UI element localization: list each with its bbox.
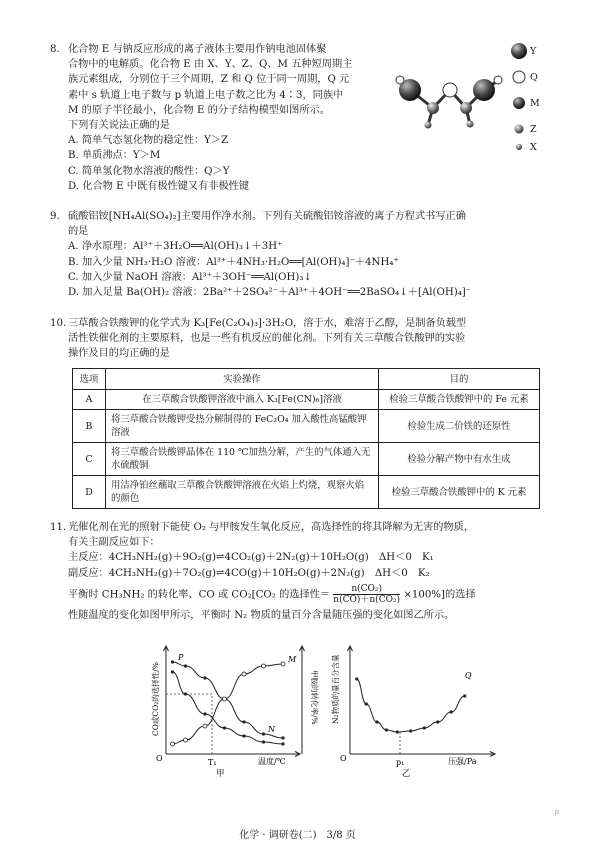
chart-axes bbox=[348, 646, 496, 757]
series-line-M bbox=[173, 664, 284, 744]
question-text: 化合物 E 与钠反应形成的离子液体主要用作钠电池固体聚 bbox=[68, 44, 327, 55]
option-d: D. 化合物 E 中既有极性键又有非极性键 bbox=[68, 180, 250, 192]
legend-item bbox=[510, 42, 537, 60]
table-row bbox=[73, 476, 540, 509]
page-footer: 化学 · 调研卷(二) 3/8 页 bbox=[239, 830, 356, 841]
atom-q bbox=[396, 76, 404, 84]
question-text: 硫酸铝铵[NH₄Al(SO₄)₂]主要用作净水剂。下列有关硫酸铝铵溶液的离子方程式书写正确 bbox=[68, 211, 466, 222]
legend-label: M bbox=[530, 97, 540, 109]
question-text: 有关主副反应如下： bbox=[68, 537, 160, 549]
legend-swatch-m bbox=[510, 94, 528, 112]
legend-label: Z bbox=[530, 123, 537, 135]
y-axis-label-left: CO或CO₂的选择性/% bbox=[151, 662, 160, 736]
legend-label: X bbox=[530, 141, 537, 153]
chart-title: 甲 bbox=[216, 769, 225, 778]
data-point bbox=[396, 730, 399, 733]
data-point bbox=[223, 726, 226, 729]
question-number: 11. bbox=[50, 522, 67, 533]
fraction-denominator: n(CO)＋n(CO₂) bbox=[333, 594, 401, 605]
fraction-numerator: n(CO₂) bbox=[333, 584, 400, 595]
series-line-N bbox=[173, 672, 284, 744]
y-axis-label: N₂物质的量百分含量 bbox=[331, 654, 340, 724]
atom-x bbox=[425, 122, 432, 129]
side-reaction: 副反应：4CH₃NH₂(g)＋7O₂(g)⇌4CO(g)＋10H₂O(g)＋2N₂(g) ΔH＜0 K₂ bbox=[68, 567, 430, 579]
question-text: 操作及目的均正确的是 bbox=[68, 348, 170, 360]
question-text: 族元素组成，分别位于三个周期，Z 和 Q 位于同一周期，Q 元 bbox=[68, 74, 350, 86]
table-cell: 检验三草酸合铁酸钾中的 K 元素 bbox=[379, 476, 540, 509]
table-cell: 检验分解产物中有水生成 bbox=[379, 443, 540, 476]
corner-mark: ρ bbox=[554, 808, 559, 816]
experiment-table bbox=[72, 368, 540, 509]
option-c: C. 简单氢化物水溶液的酸性：Q＞Y bbox=[68, 165, 230, 177]
main-reaction: 主反应：4CH₃NH₂(g)＋9O₂(g)⇌4CO₂(g)＋2N₂(g)＋10H₂O(g) ΔH＜0 K₁ bbox=[68, 552, 434, 564]
x-axis-label: 压强/Pa bbox=[448, 757, 477, 766]
question-text: 三草酸合铁酸钾的化学式为 K₃[Fe(C₂O₄)₃]·3H₂O，溶于水，难溶于乙醇，是制备负载型 bbox=[68, 318, 467, 329]
chart-jia bbox=[150, 640, 325, 778]
atom-q bbox=[443, 83, 457, 97]
molecule-legend bbox=[510, 38, 580, 158]
legend-item bbox=[510, 138, 537, 156]
question-text: 性随温度的变化如图甲所示，平衡时 N₂ 物质的量百分含量随压强的变化如图乙所示。 bbox=[68, 609, 455, 621]
table-cell: 用洁净铂丝蘸取三草酸合铁酸钾溶液在火焰上灼烧，观察火焰的颜色 bbox=[106, 476, 379, 509]
legend-label: Q bbox=[530, 71, 538, 83]
data-point bbox=[171, 670, 174, 673]
data-point bbox=[262, 732, 265, 735]
legend-item bbox=[510, 94, 540, 112]
question-text: 的是 bbox=[68, 226, 89, 238]
option-a: A. 简单气态氢化物的稳定性：Y＞Z bbox=[68, 135, 229, 147]
question-text: 光催化剂在光的照射下能使 O₂ 与甲胺发生氧化反应，高选择性的将其降解为无害的物质， bbox=[68, 522, 475, 533]
selectivity-suffix: ×100%]的选择 bbox=[403, 589, 476, 601]
atom-x bbox=[467, 121, 474, 128]
table-cell: A bbox=[73, 390, 106, 410]
legend-item bbox=[510, 68, 538, 86]
atom-z bbox=[427, 102, 439, 114]
table-header: 选项 bbox=[73, 369, 106, 390]
atom-z bbox=[460, 102, 472, 114]
data-point bbox=[203, 724, 207, 728]
table-header: 实验操作 bbox=[106, 369, 379, 390]
table-cell: 在三草酸合铁酸钾溶液中滴入 K₃[Fe(CN)₆]溶液 bbox=[106, 390, 379, 410]
option-b: B. 单质沸点：Y＞M bbox=[68, 150, 161, 162]
table-cell: D bbox=[73, 476, 106, 509]
option-d: D. 加入足量 Ba(OH)₂ 溶液：2Ba²⁺＋2SO₄²⁻＋Al³⁺＋4OH⁻══2BaSO₄↓＋[Al(OH)₄]⁻ bbox=[68, 287, 472, 299]
atom-q bbox=[494, 76, 502, 84]
question-text: M 的原子半径最小，化合物 E 的分子结构模型如图所示。 bbox=[68, 104, 330, 116]
option-c: C. 加入少量 NaOH 溶液：Al³⁺＋3OH⁻══Al(OH)₃↓ bbox=[68, 271, 312, 283]
data-point bbox=[262, 664, 266, 668]
data-point bbox=[385, 728, 388, 731]
legend-label: Y bbox=[530, 45, 537, 57]
series-label-Q: Q bbox=[465, 671, 472, 680]
table-row bbox=[73, 410, 540, 443]
data-point bbox=[281, 662, 285, 666]
question-text: 合物中的电解质。化合物 E 由 X、Y、Z、Q、M 五种短周期主 bbox=[68, 59, 353, 71]
data-point bbox=[203, 676, 206, 679]
selectivity-prefix: 平衡时 CH₃NH₂ 的转化率、CO 或 CO₂[CO₂ 的选择性＝ bbox=[68, 589, 331, 601]
table-cell: 检验生成二价铁的还原性 bbox=[379, 410, 540, 443]
chart-marks bbox=[166, 653, 297, 754]
data-point bbox=[281, 736, 284, 739]
origin-label: O bbox=[156, 754, 163, 763]
data-point bbox=[184, 738, 188, 742]
data-point bbox=[184, 664, 187, 667]
question-number: 8. bbox=[50, 44, 60, 55]
series-label-M: M bbox=[288, 655, 297, 664]
data-point bbox=[242, 672, 246, 676]
chart-marks bbox=[355, 671, 472, 754]
data-point bbox=[436, 720, 439, 723]
data-point bbox=[171, 660, 174, 663]
atom-m bbox=[473, 79, 495, 101]
origin-label: O bbox=[340, 754, 347, 763]
data-point bbox=[171, 742, 175, 746]
table-cell: C bbox=[73, 443, 106, 476]
question-text: 下列有关说法正确的是 bbox=[68, 120, 170, 132]
option-b: B. 加入少量 NH₃·H₂O 溶液：Al³⁺＋4NH₃·H₂O══[Al(OH)₄]⁻＋4NH₄⁺ bbox=[68, 256, 399, 268]
data-point bbox=[365, 702, 368, 705]
data-point bbox=[223, 697, 227, 701]
data-point bbox=[463, 694, 466, 697]
data-point bbox=[423, 726, 426, 729]
data-point bbox=[355, 677, 358, 680]
chart-yi bbox=[330, 640, 505, 778]
series-line-P bbox=[173, 662, 284, 738]
series-label-N: N bbox=[268, 725, 275, 734]
data-point bbox=[242, 720, 245, 723]
legend-swatch-x bbox=[510, 138, 528, 156]
legend-swatch-q bbox=[510, 68, 528, 86]
data-point bbox=[375, 720, 378, 723]
data-point bbox=[242, 734, 245, 737]
x-axis-label: 温度/℃ bbox=[258, 757, 286, 766]
table-cell: B bbox=[73, 410, 106, 443]
table-header-row bbox=[73, 369, 540, 390]
question-11 bbox=[50, 520, 548, 623]
data-point bbox=[450, 710, 453, 713]
y-axis-label-right: 甲胺的转化率/% bbox=[310, 670, 319, 725]
question-9 bbox=[50, 209, 548, 300]
question-text: 素中 s 轨道上电子数与 p 轨道上电子数之比为 4∶3，同族中 bbox=[68, 89, 344, 101]
data-point bbox=[203, 712, 206, 715]
question-number: 9. bbox=[50, 211, 60, 222]
table-row bbox=[73, 443, 540, 476]
selectivity-fraction bbox=[333, 584, 400, 605]
data-point bbox=[281, 742, 284, 745]
legend-swatch-y bbox=[510, 42, 528, 60]
selectivity-definition bbox=[68, 584, 548, 605]
question-number: 10. bbox=[50, 318, 67, 329]
table-cell: 将三草酸合铁酸钾受热分解制得的 FeC₂O₄ 加入酸性高锰酸钾溶液 bbox=[106, 410, 379, 443]
table-header: 目的 bbox=[379, 369, 540, 390]
x-tick-label: p₁ bbox=[396, 758, 405, 767]
question-text: 活性铁催化剂的主要原料，也是一些有机反应的催化剂。下列有关三草酸合铁酸钾的实验 bbox=[68, 333, 466, 345]
question-10 bbox=[50, 316, 548, 362]
table-row bbox=[73, 390, 540, 410]
series-label-P: P bbox=[178, 653, 184, 662]
series-line-Q bbox=[357, 679, 465, 732]
data-point bbox=[262, 740, 265, 743]
option-a: A. 净水原理：Al³⁺＋3H₂O══Al(OH)₃↓＋3H⁺ bbox=[68, 241, 283, 253]
legend-item bbox=[510, 120, 537, 138]
legend-swatch-z bbox=[510, 120, 528, 138]
chart-title: 乙 bbox=[402, 769, 411, 778]
table-cell: 检验三草酸合铁酸钾中的 Fe 元素 bbox=[379, 390, 540, 410]
x-tick-label: T₁ bbox=[208, 758, 217, 767]
data-point bbox=[409, 729, 412, 732]
table-cell: 将三草酸合铁酸钾晶体在 110 ℃加热分解，产生的气体通入无水硫酸铜 bbox=[106, 443, 379, 476]
